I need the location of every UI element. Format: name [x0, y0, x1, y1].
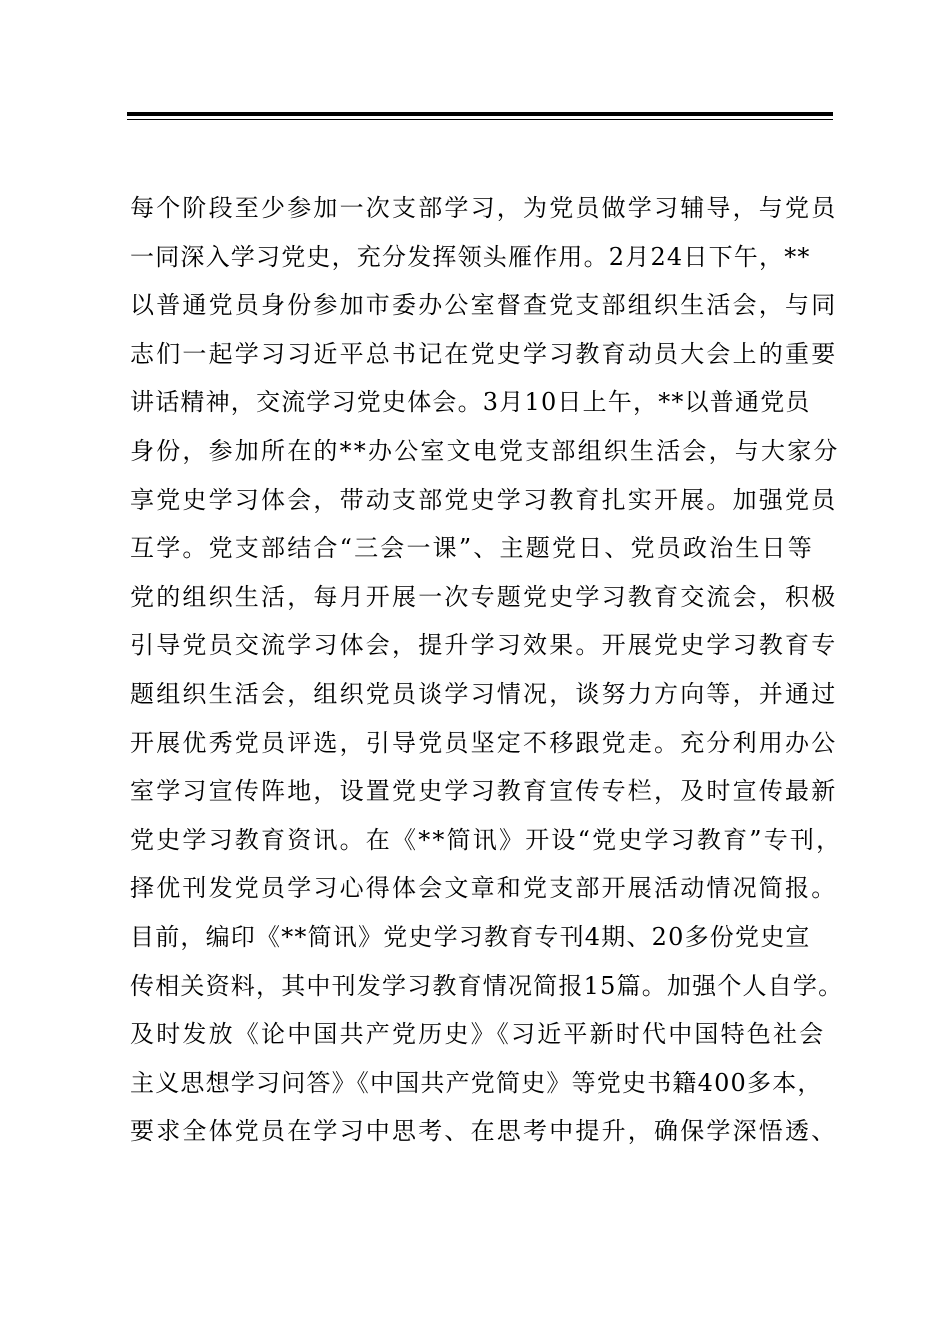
text-line: 择优刊发党员学习心得体会文章和党支部开展活动情况简报。: [130, 874, 838, 903]
text-line: 主义思想学习问答》《中国共产党简史》等党史书籍400多本，: [130, 1068, 823, 1097]
text-line: 一同深入学习党史，充分发挥领头雁作用。2月24日下午，**: [130, 242, 811, 271]
text-line: 身份，参加所在的**办公室文电党支部组织生活会，与大家分: [130, 436, 840, 465]
text-line: 互学。党支部结合“三会一课”、主题党日、党员政治生日等: [130, 534, 814, 563]
text-line: 引导党员交流学习体会，提升学习效果。开展党史学习教育专: [130, 631, 838, 660]
text-line: 以普通党员身份参加市委办公室督查党支部组织生活会，与同: [130, 291, 838, 320]
header-rule-thin: [127, 119, 833, 120]
text-line: 开展优秀党员评选，引导党员坚定不移跟党走。充分利用办公: [130, 728, 838, 757]
text-line: 及时发放《论中国共产党历史》《习近平新时代中国特色社会: [130, 1020, 826, 1049]
header-double-rule: [127, 112, 833, 121]
text-line: 党的组织生活，每月开展一次专题党史学习教育交流会，积极: [130, 582, 838, 611]
text-line: 每个阶段至少参加一次支部学习，为党员做学习辅导，与党员: [130, 194, 838, 222]
text-line: 题组织生活会，组织党员谈学习情况，谈努力方向等，并通过: [130, 679, 838, 708]
text-line: 要求全体党员在学习中思考、在思考中提升，确保学深悟透、: [130, 1117, 838, 1146]
text-line: 室学习宣传阵地，设置党史学习教育宣传专栏，及时宣传最新: [130, 777, 838, 806]
body-paragraph: [130, 184, 844, 1156]
text-line: 志们一起学习习近平总书记在党史学习教育动员大会上的重要: [130, 339, 838, 368]
text-line: 享党史学习体会，带动支部党史学习教育扎实开展。加强党员: [130, 485, 838, 514]
text-line: 讲话精神，交流学习党史体会。3月10日上午，**以普通党员: [130, 388, 811, 417]
header-rule-thick: [127, 112, 833, 116]
text-line: 目前，编印《**简讯》党史学习教育专刊4期、20多份党史宣: [130, 922, 811, 951]
text-line: 党史学习教育资讯。在《**简讯》开设“党史学习教育”专刊，: [130, 825, 843, 854]
text-line: 传相关资料，其中刊发学习教育情况简报15篇。加强个人自学。: [130, 971, 844, 1000]
